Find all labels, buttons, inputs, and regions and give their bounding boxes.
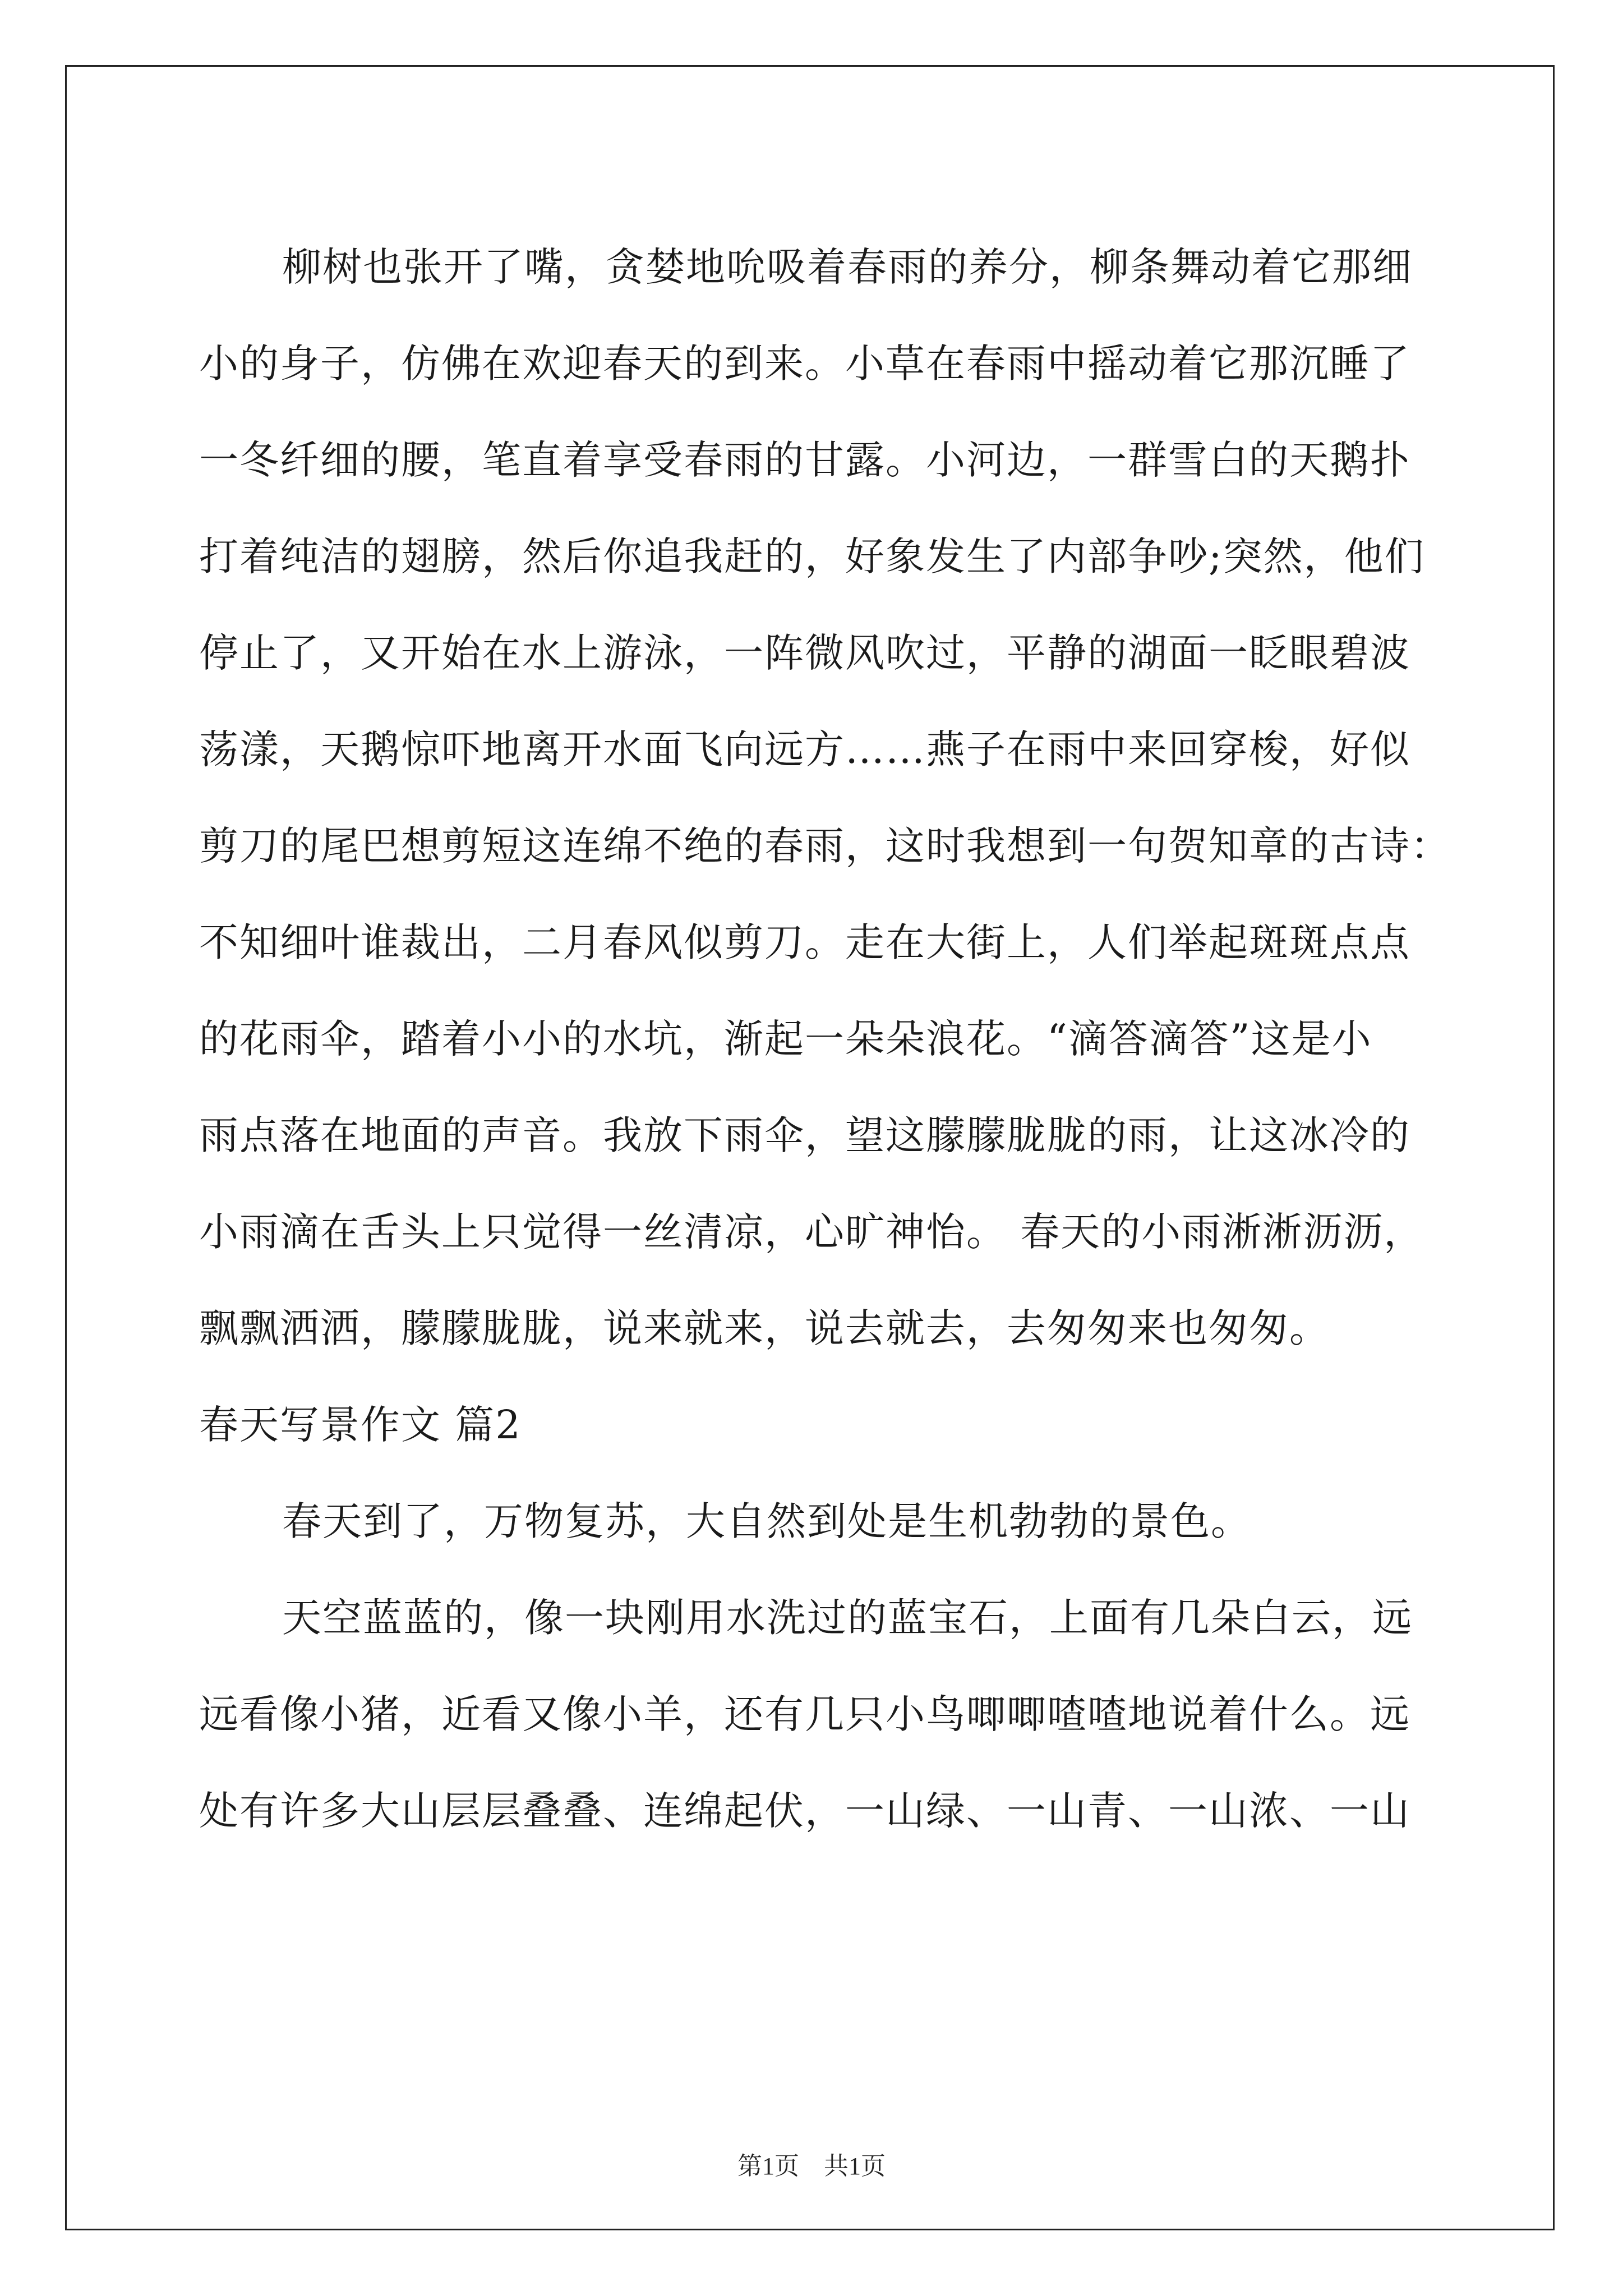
text-line: 雨点落在地面的声音。我放下雨伞，望这朦朦胧胧的雨，让这冰冷的 xyxy=(199,1112,1410,1158)
text-line: 不知细叶谁裁出，二月春风似剪刀。走在大街上，人们举起斑斑点点 xyxy=(199,919,1410,965)
text-line: 小雨滴在舌头上只觉得一丝清凉，心旷神怡。 春天的小雨淅淅沥沥， xyxy=(199,1209,1424,1255)
text-line: 远看像小猪，近看又像小羊，还有几只小鸟唧唧喳喳地说着什么。远 xyxy=(199,1691,1410,1737)
text-line: 停止了，又开始在水上游泳，一阵微风吹过，平静的湖面一眨眼碧波 xyxy=(199,630,1410,676)
text-line: 处有许多大山层层叠叠、连绵起伏，一山绿、一山青、一山浓、一山 xyxy=(199,1788,1410,1834)
text-line: 剪刀的尾巴想剪短这连绵不绝的春雨，这时我想到一句贺知章的古诗： xyxy=(199,823,1451,869)
text-line: 柳树也张开了嘴，贪婪地吮吸着春雨的养分，柳条舞动着它那细 xyxy=(282,244,1413,290)
section-heading: 春天写景作文 篇2 xyxy=(199,1402,522,1448)
text-line: 打着纯洁的翅膀，然后你追我赶的，好象发生了内部争吵;突然，他们 xyxy=(199,533,1425,579)
text-line: 小的身子，仿佛在欢迎春天的到来。小草在春雨中摇动着它那沉睡了 xyxy=(199,341,1410,386)
text-line: 荡漾，天鹅惊吓地离开水面飞向远方……燕子在雨中来回穿梭，好似 xyxy=(199,726,1410,772)
page-number: 第1页 共1页 xyxy=(737,2152,886,2180)
text-line: 春天到了，万物复苏，大自然到处是生机勃勃的景色。 xyxy=(282,1498,1251,1544)
text-line: 天空蓝蓝的，像一块刚用水洗过的蓝宝石，上面有几朵白云，远 xyxy=(282,1595,1413,1641)
text-line: 的花雨伞，踏着小小的水坑，渐起一朵朵浪花。“滴答滴答”这是小 xyxy=(199,1016,1372,1062)
text-line: 一冬纤细的腰，笔直着享受春雨的甘露。小河边，一群雪白的天鹅扑 xyxy=(199,437,1410,483)
text-line: 飘飘洒洒，朦朦胧胧，说来就来，说去就去，去匆匆来也匆匆。 xyxy=(199,1305,1330,1351)
document-body xyxy=(199,219,1451,1859)
